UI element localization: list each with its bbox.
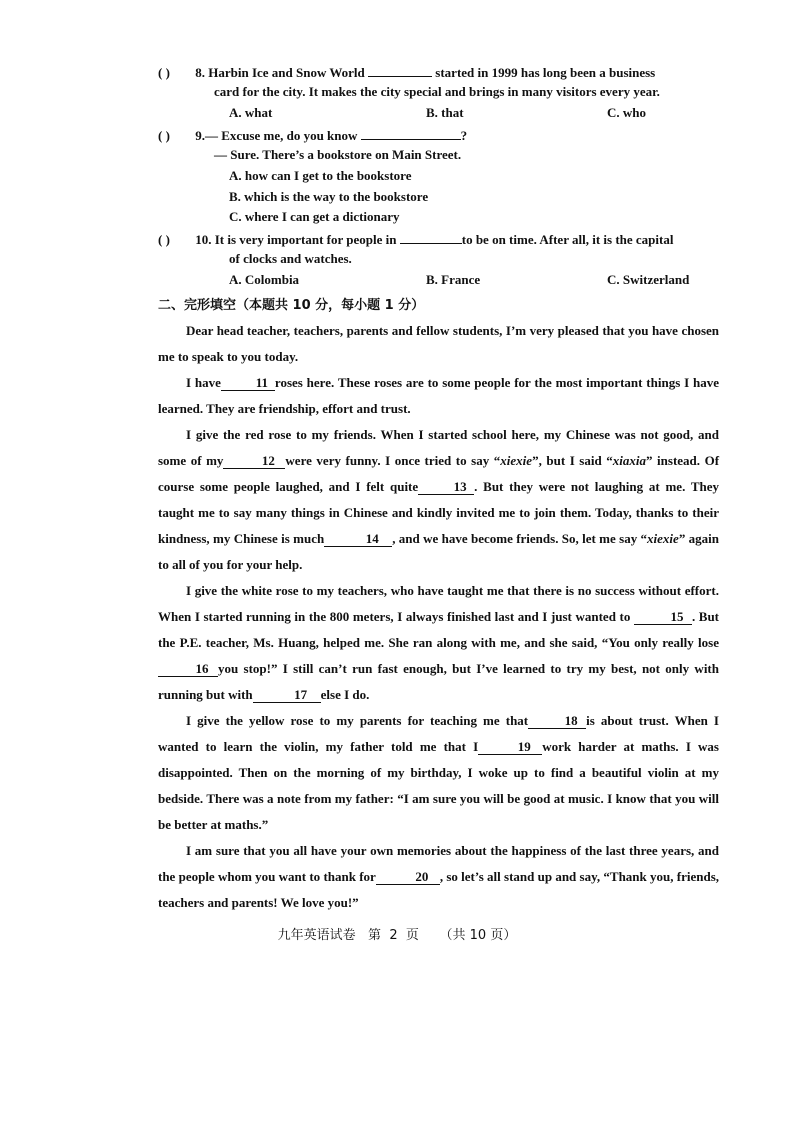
answer-blank[interactable] bbox=[361, 126, 461, 140]
question-number: 9. bbox=[195, 128, 205, 143]
passage-text: , so let’s all stand up and say, “Thank you, friends, teachers and parents! We love you!” bbox=[158, 869, 720, 910]
question-response: — Sure. There’s a bookstore on Main Street. bbox=[214, 147, 462, 162]
passage-text: were very funny. I once tried to say “ bbox=[285, 453, 501, 468]
blank-14[interactable]: 14 bbox=[324, 532, 392, 547]
blank-16[interactable]: 16 bbox=[158, 662, 218, 677]
passage-text: is about trust. When I wanted to learn the violin, my father told me that I bbox=[158, 713, 719, 754]
blank-13[interactable]: 13 bbox=[418, 480, 474, 495]
option-c[interactable]: C. who bbox=[607, 105, 647, 120]
blank-19[interactable]: 19 bbox=[478, 740, 542, 755]
cloze-passage bbox=[158, 318, 719, 916]
page-footer: 九年英语试卷 第 2 页 （共 10 页） bbox=[277, 928, 517, 943]
blank-20[interactable]: 20 bbox=[376, 870, 440, 885]
passage-text: I give the white rose to my teachers, who have taught me that there is no success without effort. When I started running in the 800 meters, I always finished last and I just wanted to bbox=[158, 583, 719, 624]
answer-paren[interactable]: ( ) bbox=[158, 128, 170, 143]
pinyin-word: xiaxia bbox=[612, 453, 646, 468]
passage-text: , and we have become friends. So, let me say “ bbox=[392, 531, 648, 546]
passage-text: else I do. bbox=[320, 687, 370, 702]
option-b[interactable]: B. that bbox=[426, 105, 464, 120]
passage-text: work harder at maths. I was disappointed. Then on the morning of my birthday, I woke up to find a beautiful violin at my bedside. There was a note from my father: “I am sure you will be good at music. I know that you will be better at maths.” bbox=[158, 739, 719, 832]
blank-15[interactable]: 15 bbox=[634, 610, 692, 625]
option-a[interactable]: A. Colombia bbox=[229, 272, 300, 287]
passage-text: ” again to all of you for your help. bbox=[158, 531, 720, 572]
passage-paragraph bbox=[158, 318, 719, 370]
question-stem: It is very important for people in bbox=[214, 232, 397, 247]
option-a[interactable]: A. how can I get to the bookstore bbox=[229, 168, 412, 183]
answer-paren[interactable]: ( ) bbox=[158, 232, 170, 247]
blank-11[interactable]: 11 bbox=[221, 376, 275, 391]
pinyin-word: xiexie bbox=[500, 453, 533, 468]
section-title-cloze: 二、完形填空（本题共 10 分，每小题 1 分） bbox=[158, 298, 425, 313]
passage-paragraph bbox=[158, 422, 719, 578]
passage-paragraph bbox=[158, 370, 719, 422]
question-stem: started in 1999 has long been a business bbox=[435, 65, 656, 80]
blank-12[interactable]: 12 bbox=[223, 454, 285, 469]
blank-18[interactable]: 18 bbox=[528, 714, 586, 729]
question-stem: — Excuse me, do you know bbox=[205, 128, 358, 143]
answer-paren[interactable]: ( ) bbox=[158, 65, 170, 80]
question-10 bbox=[158, 230, 673, 248]
passage-paragraph bbox=[158, 578, 719, 708]
passage-text: I am sure that you all have your own memories about the happiness of the last three years, and the people whom you want to thank for bbox=[158, 843, 719, 884]
passage-text: . But the P.E. teacher, Ms. Huang, helped me. She ran along with me, and she said, “You only really lose bbox=[158, 609, 720, 650]
question-8 bbox=[158, 63, 655, 81]
option-b[interactable]: B. which is the way to the bookstore bbox=[229, 189, 429, 204]
option-a[interactable]: A. what bbox=[229, 105, 273, 120]
passage-text: you stop!” I still can’t run fast enough, but I’ve learned to try my best, not only with running but with bbox=[158, 661, 719, 702]
passage-text: I give the red rose to my friends. When I started school here, my Chinese was not good, and some of my bbox=[158, 427, 719, 468]
option-b[interactable]: B. France bbox=[426, 272, 481, 287]
passage-text: I have bbox=[186, 375, 221, 390]
passage-text: ” instead. Of course some people laughed, and I felt quite bbox=[158, 453, 720, 494]
passage-paragraph bbox=[158, 708, 719, 838]
question-9 bbox=[158, 126, 467, 144]
passage-text: I give the yellow rose to my parents for teaching me that bbox=[186, 713, 529, 728]
question-number: 10. bbox=[195, 232, 212, 247]
passage-text: roses here. These roses are to some people for the most important things I have learned. They are friendship, effort and trust. bbox=[158, 375, 719, 416]
question-number: 8. bbox=[195, 65, 205, 80]
question-stem: ? bbox=[460, 128, 468, 143]
pinyin-word: xiexie bbox=[647, 531, 679, 546]
passage-text: . But they were not laughing at me. They taught me to say many things in Chinese and kindly invited me to join them. Today, thanks to their kindness, my Chinese is much bbox=[158, 479, 719, 546]
passage-text: Dear head teacher, teachers, parents and fellow students, I’m very pleased that you have chosen me to speak to you today. bbox=[158, 323, 719, 364]
question-stem: to be on time. After all, it is the capital bbox=[461, 232, 674, 247]
answer-blank[interactable] bbox=[400, 230, 462, 244]
option-c[interactable]: C. where I can get a dictionary bbox=[229, 209, 400, 224]
question-stem: Harbin Ice and Snow World bbox=[208, 65, 365, 80]
passage-paragraph bbox=[158, 838, 719, 916]
option-c[interactable]: C. Switzerland bbox=[607, 272, 690, 287]
answer-blank[interactable] bbox=[368, 63, 432, 77]
passage-text: ”, but I said “ bbox=[532, 453, 613, 468]
question-stem-continued: card for the city. It makes the city special and brings in many visitors every year. bbox=[214, 84, 660, 99]
blank-17[interactable]: 17 bbox=[253, 688, 321, 703]
question-stem-continued: of clocks and watches. bbox=[229, 251, 352, 266]
